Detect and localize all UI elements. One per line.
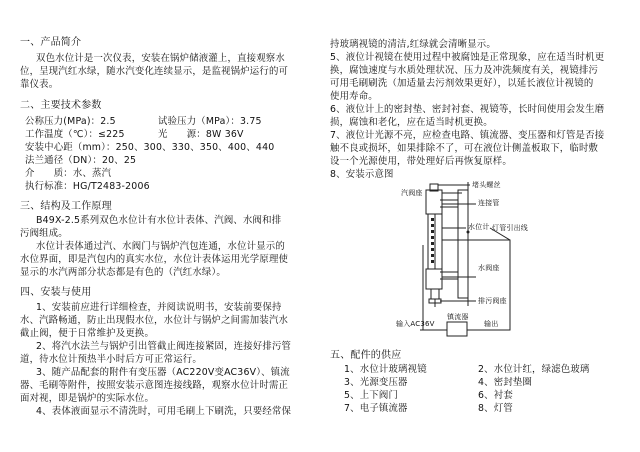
r-line-10: 设一个光源使用，带处理好后再恢复原样。 xyxy=(330,156,512,167)
s4-line-7: 器、毛刷等附件，按照安装示意图连接线路，观察水位计时需正 xyxy=(20,380,289,391)
s1-line-1: 双色水位计是一次仪表，安装在锅炉储液灌上，直接观察水 xyxy=(36,53,285,64)
diagram-label-ballast: 镇流器 xyxy=(447,313,469,321)
section1-title: 一、产品简介 xyxy=(20,37,82,48)
s4-line-8: 面对视，即是锅炉的实际水位。 xyxy=(20,393,155,404)
s3-line-1: B49X-2.5系列双色水位计有水位计表体、汽阀、水阀和排 xyxy=(36,215,282,226)
s4-line-6: 3、随产品配套的附件有变压器（AC220V变AC36V）、镇流 xyxy=(36,367,290,378)
ballast-box xyxy=(447,322,467,336)
r-line-2: 5、液位计视镜在使用过程中被腐蚀是正常现象，应在适当时机更 xyxy=(330,52,605,63)
part-item: 2、水位计红，绿滤色玻璃 xyxy=(478,364,590,375)
s4-line-9: 4、表体液面显示不清洗时，可用毛刷上下刷洗，只要经常保 xyxy=(36,406,292,417)
section5-title: 五、配件的供应 xyxy=(330,350,402,361)
drum-wall xyxy=(458,182,468,306)
section2-title: 二、主要技术参数 xyxy=(20,100,102,111)
r-line-7: 损，腐蚀和老化，应在适当时机更换。 xyxy=(330,117,493,128)
spec-nominal-pressure: 公称压力(MPa)：2.5 xyxy=(25,116,116,127)
diagram-label-plug: 堵头螺丝 xyxy=(472,181,501,189)
spec-work-temp: 工作温度（℃）：≤225 xyxy=(25,129,125,140)
part-item: 3、光源变压器 xyxy=(344,377,408,388)
r-line-9: 触不良或损坏，如果排除不了，可在液位计侧盖板取下，临时敷 xyxy=(330,143,599,154)
part-item: 4、密封垫圈 xyxy=(478,377,533,388)
r-line-8: 7、液位计光源不亮，应检查电路、镇流器、变压器和灯管是否接 xyxy=(330,130,605,141)
r-line-4: 可用毛刷刷洗（加适量去污剂效果更好），以延长液位计视镜的 xyxy=(330,78,594,89)
s4-line-2: 水、汽路畅通，防止出现假水位，水位计与锅炉之间需加装汽水 xyxy=(20,315,289,326)
part-item: 8、灯管 xyxy=(478,403,513,414)
diagram-label-input: 输入AC36V xyxy=(396,320,435,328)
spec-flange: 法兰通径（DN）：20、25 xyxy=(25,155,137,166)
section4-title: 四、安装与使用 xyxy=(20,287,92,298)
diagram-label-drain: 排污阀座 xyxy=(478,297,507,305)
part-item: 7、电子镇流器 xyxy=(344,403,408,414)
spec-light-source: 光 源：8W 36V xyxy=(158,129,244,140)
r-line-3: 换，腐蚀速度与水质处理状况、压力及冲洗频度有关，视镜排污 xyxy=(330,65,599,76)
spec-center-distance: 安装中心距（mm）：250、300、330、350、400、440 xyxy=(25,142,275,153)
part-item: 5、上下阀门 xyxy=(344,390,399,401)
s1-line-3: 靠仪表。 xyxy=(20,79,59,90)
s3-line-2: 污阀组成。 xyxy=(20,228,68,239)
spec-test-pressure: 试验压力（MPa）：3.75 xyxy=(158,116,262,127)
diagram-label-water-valve: 水阀座 xyxy=(478,264,500,272)
r-line-11: 8、安装示意图 xyxy=(330,169,394,180)
diagram-label-lamp-line: 灯管引出线 xyxy=(492,224,528,232)
r-line-6: 6、液位计上的密封垫、密封衬套、视镜等，长时间使用会发生磨 xyxy=(330,104,605,115)
r-line-1: 持玻璃视镜的清洁,红绿就会清晰显示。 xyxy=(330,39,496,50)
part-item: 1、水位计玻璃视镜 xyxy=(344,364,427,375)
s3-line-4: 水位界面，即是汽包内的真实水位，水位计表体运用光学原理使 xyxy=(20,254,289,265)
drain-valve xyxy=(431,289,439,299)
s3-line-5: 显示的水汽两部分状态都是有色的（汽红水绿）。 xyxy=(20,267,226,278)
s4-line-4: 2、将汽水法兰与锅炉引出管截止阀连接紧固，连接好排污管 xyxy=(36,341,292,352)
spec-standard: 执行标准：HG/T2483-2006 xyxy=(25,181,150,192)
r-line-5: 使用寿命。 xyxy=(330,91,378,102)
s1-line-2: 位，呈现汽红水绿，随水汽变化连续显示，是监视锅炉运行的可 xyxy=(20,66,289,77)
diagram-label-output: 输出 xyxy=(484,320,499,328)
diagram-label-gauge: 水位计 xyxy=(468,223,490,231)
water-valve-seat xyxy=(426,269,442,289)
s3-line-3: 水位计表体通过汽、水阀门与锅炉汽包连通，水位计显示的 xyxy=(36,241,285,252)
part-item: 6、衬套 xyxy=(478,390,513,401)
s4-line-5: 道，待水位计预热半小时后方可正常运行。 xyxy=(20,354,202,365)
diagram-label-steam-valve: 汽阀座 xyxy=(401,189,423,197)
s4-line-1: 1、安装前应进行详细检查，并阅读说明书，安装前要保持 xyxy=(36,302,282,313)
spec-medium: 介 质：水、蒸汽 xyxy=(25,168,112,179)
steam-valve-seat xyxy=(426,190,442,214)
diagram-label-connector: 连接管 xyxy=(478,199,500,207)
s4-line-3: 截止阀，便于日常维护及更换。 xyxy=(20,328,155,339)
section3-title: 三、结构及工作原理 xyxy=(20,201,112,212)
